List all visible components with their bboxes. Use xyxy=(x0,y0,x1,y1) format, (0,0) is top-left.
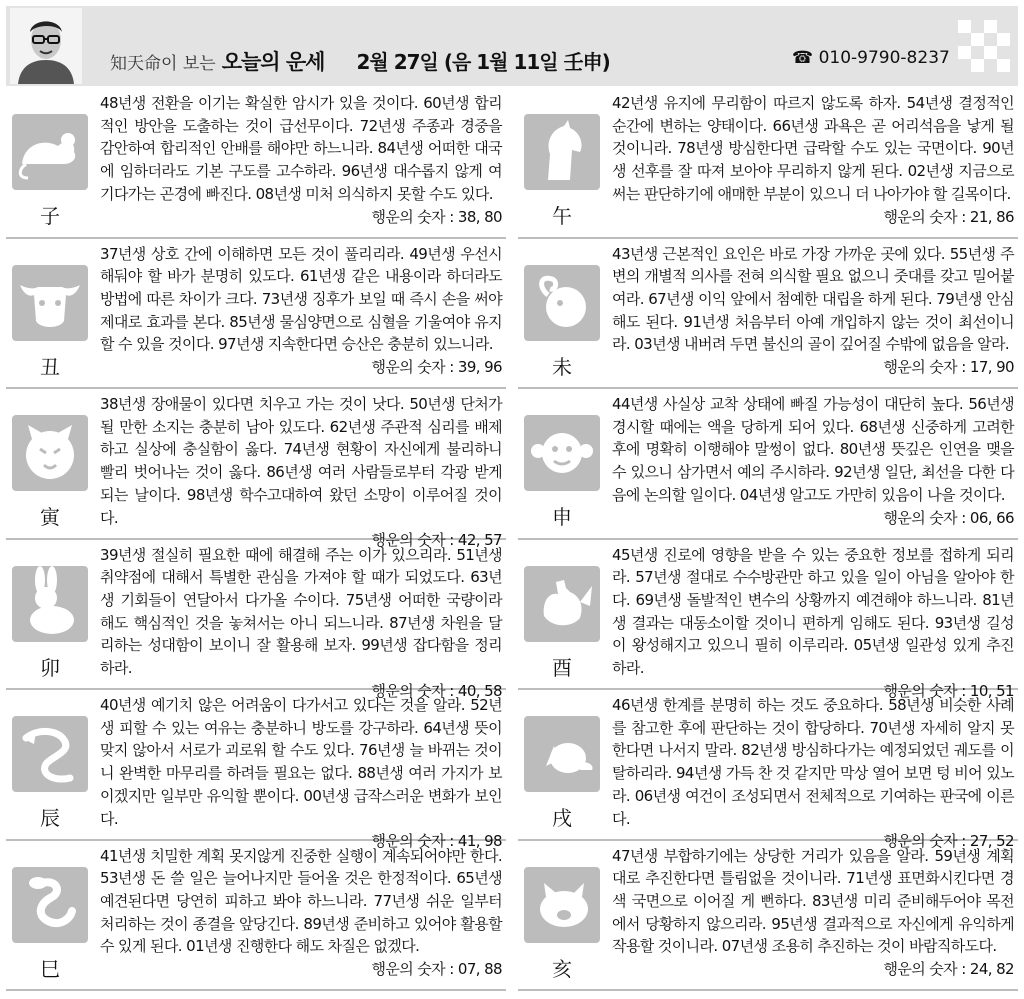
fortune-text xyxy=(612,243,1014,379)
header-bar xyxy=(6,6,1018,86)
fortune-text xyxy=(100,243,502,379)
tiger-icon xyxy=(12,415,88,491)
fortune-body: 39년생 절실히 필요한 때에 해결해 주는 이가 있으리라. 51년생 취약점에 대해서 특별한 관심을 가져야 할 때가 되었도다. 63년생 기회들이 연달아서 다가올 수이다. 75년생 어떠한 국량이라 해도 핵심적인 것을 놓쳐서는 아니 되느니라. 87년생 차원을 달리하는 성대함이 보이니 잘 활용해 보자. 99년생 잡다함을 정리하라. xyxy=(100,545,502,678)
horoscope-entry xyxy=(518,88,1018,239)
fortune-text xyxy=(100,694,502,853)
zodiac-sign xyxy=(6,690,94,838)
lucky-value: 27, 52 xyxy=(969,832,1014,851)
lucky-label: 행운의 숫자 : xyxy=(883,508,966,527)
zodiac-hanja: 午 xyxy=(552,204,572,228)
horoscope-entry xyxy=(6,88,506,239)
lucky-numbers xyxy=(100,958,502,981)
lucky-label: 행운의 숫자 : xyxy=(371,832,454,851)
zodiac-sign xyxy=(518,690,606,838)
zodiac-sign xyxy=(6,88,94,236)
zodiac-hanja: 寅 xyxy=(40,505,60,529)
title-prefix: 知天命이 보는 xyxy=(110,54,216,74)
fortune-body: 43년생 근본적인 요인은 바로 가장 가까운 곳에 있다. 55년생 주변의 개별적 의사를 전혀 의식할 필요 없으니 줏대를 갖고 밀어붙여라. 67년생 이익 앞에서 첨예한 대립을 하게 된다. 79년생 안심해도 된다. 91년생 처음부터 아예 개입하지 않는 것이 최선이니라. 03년생 내버려 두면 불신의 골이 깊어질 수밖에 없음을 알라. xyxy=(612,244,1014,354)
monkey-icon xyxy=(524,415,600,491)
zodiac-sign xyxy=(518,841,606,989)
lucky-numbers xyxy=(612,356,1014,379)
lucky-numbers xyxy=(100,356,502,379)
zodiac-sign xyxy=(518,540,606,688)
zodiac-hanja: 丑 xyxy=(40,354,60,379)
page-title xyxy=(110,46,610,76)
ox-icon xyxy=(12,265,88,341)
fortune-body: 40년생 예기치 않은 어려움이 다가서고 있다는 것을 알라. 52년생 피할 수 있는 여유는 충분하니 방도를 강구하라. 64년생 뜻이 맞지 않아서 서로가 괴로워 할 수도 있다. 76년생 늘 바뀌는 것이니 완벽한 마무리를 하려들 필요는 없다. 88년생 여러 가지가 보이겠지만 일부만 유익할 뿐이다. 00년생 급작스러운 변화가 보인다. xyxy=(100,696,502,828)
sheep-icon xyxy=(524,265,600,341)
zodiac-sign xyxy=(518,389,606,537)
zodiac-hanja: 申 xyxy=(552,505,572,529)
lucky-value: 41, 98 xyxy=(457,832,502,851)
horoscope-entry xyxy=(518,841,1018,992)
zodiac-hanja: 巳 xyxy=(40,956,60,981)
zodiac-sign xyxy=(6,389,94,537)
fortune-text xyxy=(100,92,502,228)
fortune-text xyxy=(100,845,502,981)
right-column xyxy=(518,88,1018,991)
horoscope-entry xyxy=(6,540,506,700)
horoscope-entry xyxy=(518,540,1018,700)
fortune-body: 44년생 사실상 교착 상태에 빠질 가능성이 대단히 높다. 56년생 경시할 때에는 액을 당하게 되어 있다. 68년생 신중하게 고려한 후에 명확히 이행해야 말썽이 없다. 80년생 뜻깊은 인연을 맺을 수 있으니 삼가면서 예의 주시하라. 92년생 일단, 최선을 다한 다음에 논의할 일이다. 04년생 알고도 가만히 있음이 나을 것이다. xyxy=(612,395,1014,504)
snake-icon xyxy=(12,867,88,943)
horoscope-entry xyxy=(6,690,506,851)
lucky-numbers xyxy=(612,507,1014,530)
title-date: 2월 27일 (음 1월 11일 壬申) xyxy=(356,50,610,74)
dragon-icon xyxy=(12,716,88,792)
fortune-body: 38년생 장애물이 있다면 치우고 가는 것이 낫다. 50년생 단처가 될 만한 소지는 충분히 남아 있도다. 62년생 주관적 심리를 배제하고 실상에 충실함이 옳다. 74년생 현황이 자신에게 불리하니 빨리 벗어나는 것이 옳다. 86년생 여러 사람들로부터 각광 받게 되는 날이다. 98년생 학수고대하여 왔던 소망이 이루어질 것이다. xyxy=(100,395,502,527)
lucky-value: 21, 86 xyxy=(969,207,1014,226)
horse-icon xyxy=(524,114,600,190)
lucky-label: 행운의 숫자 : xyxy=(883,832,966,851)
pig-icon xyxy=(524,867,600,943)
lucky-value: 17, 90 xyxy=(969,358,1014,377)
lucky-label: 행운의 숫자 : xyxy=(883,358,966,377)
fortune-text xyxy=(612,694,1014,853)
lucky-value: 40, 58 xyxy=(457,681,502,700)
lucky-label: 행운의 숫자 : xyxy=(371,531,454,550)
lucky-value: 42, 57 xyxy=(457,531,502,550)
zodiac-hanja: 戌 xyxy=(552,806,572,830)
horoscope-entry xyxy=(518,239,1018,390)
author-avatar xyxy=(10,8,82,84)
lucky-label: 행운의 숫자 : xyxy=(371,960,454,979)
horoscope-entry xyxy=(518,389,1018,540)
rabbit-icon xyxy=(12,566,88,642)
lucky-numbers xyxy=(100,206,502,229)
left-column xyxy=(6,88,506,991)
zodiac-sign xyxy=(6,841,94,989)
horoscope-entry xyxy=(6,239,506,390)
horoscope-entry xyxy=(6,841,506,992)
title-main: 오늘의 운세 xyxy=(221,50,325,74)
lucky-label: 행운의 숫자 : xyxy=(371,681,454,700)
zodiac-hanja: 酉 xyxy=(552,655,572,680)
lucky-numbers xyxy=(612,206,1014,229)
lucky-numbers xyxy=(612,958,1014,981)
lucky-label: 행운의 숫자 : xyxy=(883,681,966,700)
fortune-body: 46년생 한계를 분명히 하는 것도 중요하다. 58년생 비슷한 사례를 참고한 후에 판단하는 것이 합당하다. 70년생 자세히 알지 못한다면 나서지 말라. 82년생 방심하다가는 예정되었던 궤도를 이탈하리라. 94년생 가득 찬 것 같지만 막상 열어 보면 텅 비어 있노라. 06년생 여건이 조성되면서 전체적으로 기여하는 판국에 이른다. xyxy=(612,696,1014,828)
lucky-value: 06, 66 xyxy=(969,508,1014,527)
mouse-icon xyxy=(12,114,88,190)
lucky-value: 10, 51 xyxy=(969,681,1014,700)
fortune-text xyxy=(100,544,502,703)
lucky-label: 행운의 숫자 : xyxy=(883,960,966,979)
phone-number: ☎ 010-9790-8237 xyxy=(792,48,950,68)
fortune-body: 45년생 진로에 영향을 받을 수 있는 중요한 정보를 접하게 되리라. 57년생 절대로 수수방관만 하고 있을 일이 아님을 알아야 한다. 69년생 돌발적인 변수의 상황까지 예견해야 하느니라. 81년생 결과는 대동소이할 것이니 편하게 임해도 된다. 93년생 길성이 왕성해지고 있으니 필히 이루리라. 05년생 일관성 있게 추진하라. xyxy=(612,545,1014,678)
lucky-label: 행운의 숫자 : xyxy=(883,207,966,226)
lucky-value: 24, 82 xyxy=(969,960,1014,979)
lucky-value: 07, 88 xyxy=(457,960,502,979)
zodiac-hanja: 亥 xyxy=(552,956,572,981)
zodiac-hanja: 卯 xyxy=(40,655,60,680)
lucky-label: 행운의 숫자 : xyxy=(371,358,454,377)
fortune-body: 47년생 부합하기에는 상당한 거리가 있음을 알라. 59년생 계획대로 추진한다면 틀림없을 것이니라. 71년생 표면화시킨다면 경색 국면으로 이어질 게 뻔하다. 83년생 미리 준비해두어야 목전에서 당황하지 않으리라. 95년생 결과적으로 자신에게 유익하게 작용할 것이니라. 07년생 조용히 추진하는 것이 바람직하도다. xyxy=(612,846,1014,956)
fortune-text xyxy=(612,92,1014,228)
checker-pattern-icon xyxy=(958,20,1010,72)
fortune-text xyxy=(612,393,1014,529)
fortune-body: 37년생 상호 간에 이해하면 모든 것이 풀리리라. 49년생 우선시해둬야 할 바가 분명히 있도다. 61년생 같은 내용이라 하더라도 방법에 따른 차이가 크다. 73년생 징후가 보일 때 즉시 손을 써야 제대로 효과를 본다. 85년생 물심양면으로 심혈을 기울여야 유지할 수 있을 것이다. 97년생 지속한다면 승산은 충분히 있느니라. xyxy=(100,244,502,354)
zodiac-hanja: 辰 xyxy=(40,806,60,830)
zodiac-sign xyxy=(6,540,94,688)
fortune-text xyxy=(100,393,502,552)
zodiac-sign xyxy=(518,88,606,236)
fortune-body: 41년생 치밀한 계획 못지않게 진중한 실행이 계속되어야만 한다. 53년생 돈 쓸 일은 늘어나지만 들어올 것은 한정적이다. 65년생 예견된다면 당연히 피하고 봐야 하느니라. 77년생 쉬운 일부터 처리하는 것이 종결을 앞당긴다. 89년생 준비하고 있어야 활용할 수 있게 된다. 01년생 진행한다 해도 차질은 없겠다. xyxy=(100,846,502,956)
horoscope-entry xyxy=(6,389,506,550)
rooster-icon xyxy=(524,566,600,642)
zodiac-hanja: 子 xyxy=(40,204,60,228)
zodiac-sign xyxy=(518,239,606,387)
horoscope-entry xyxy=(518,690,1018,851)
fortune-body: 48년생 전환을 이기는 확실한 암시가 있을 것이다. 60년생 합리적인 방안을 도출하는 것이 급선무이다. 72년생 주종과 경중을 감안하여 합리적인 안배를 해야만 하느니라. 84년생 어떠한 대국에 임하더라도 기본 구도를 고수하라. 96년생 대수롭지 않게 여기다가는 곤경에 빠진다. 08년생 미처 의식하지 못할 수도 있다. xyxy=(100,94,502,203)
fortune-text xyxy=(612,845,1014,981)
lucky-value: 39, 96 xyxy=(457,358,502,377)
lucky-value: 38, 80 xyxy=(457,207,502,226)
zodiac-sign xyxy=(6,239,94,387)
lucky-label: 행운의 숫자 : xyxy=(371,207,454,226)
fortune-body: 42년생 유지에 무리함이 따르지 않도록 하자. 54년생 결정적인 순간에 변하는 양태이다. 66년생 과욕은 곧 어리석음을 낳게 될 것이니라. 78년생 방심한다면 급락할 수도 있는 국면이다. 90년생 선후를 잘 따져 보아야 무리하지 않게 된다. 02년생 지금으로써는 판단하기에 애매한 부분이 있으니 더 나아가야 할 길목이다. xyxy=(612,94,1014,203)
fortune-text xyxy=(612,544,1014,703)
zodiac-hanja: 未 xyxy=(552,354,572,379)
dog-icon xyxy=(524,716,600,792)
